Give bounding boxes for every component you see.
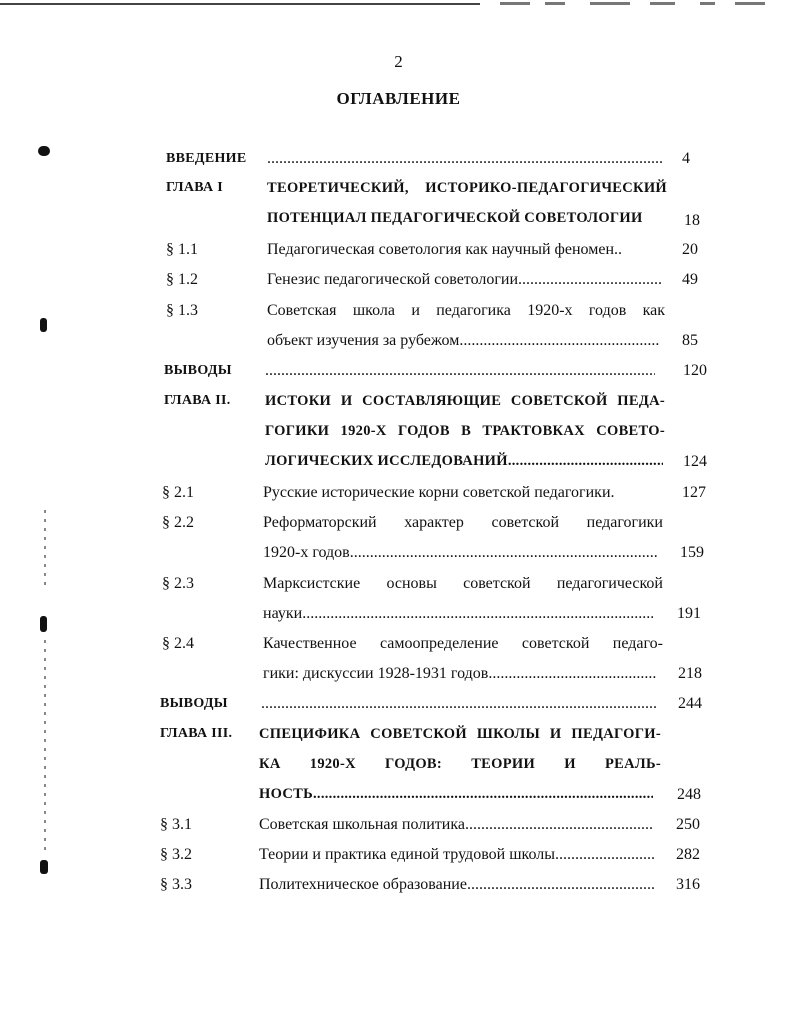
toc-title: Русские исторические корни советской педагогики. xyxy=(263,484,615,501)
toc-title-text: Политехническое образование xyxy=(259,876,467,893)
toc-title xyxy=(267,296,665,326)
toc-title-text: объект изучения за рубежом xyxy=(267,332,460,349)
toc-page-number: 18 xyxy=(684,212,700,229)
toc-leader xyxy=(261,689,657,719)
toc-title xyxy=(263,508,663,538)
toc-title-line: ГОГИКИ 1920-Х ГОДОВ В ТРАКТОВКАХ СОВЕТО- xyxy=(265,423,665,439)
toc-page-number: 4 xyxy=(682,150,690,167)
toc-title xyxy=(267,173,667,233)
toc-title xyxy=(267,265,661,295)
toc-title-line xyxy=(267,326,659,356)
toc-title-text: ЛОГИЧЕСКИХ ИССЛЕДОВАНИЙ xyxy=(265,453,508,469)
toc-title: Педагогическая советология как научный феномен.. xyxy=(267,241,623,258)
toc-page-number: 127 xyxy=(682,484,706,501)
toc-label: § 2.3 xyxy=(162,575,194,592)
toc-label: ВВЕДЕНИЕ xyxy=(166,151,247,166)
toc-label: § 3.1 xyxy=(160,816,192,833)
toc-title-line: Реформаторский характер советской педагогики xyxy=(263,514,663,531)
toc-title xyxy=(259,840,654,870)
toc-label: § 1.3 xyxy=(166,302,198,319)
toc-title-line xyxy=(263,599,653,629)
toc-page-number: 244 xyxy=(678,695,702,712)
toc-label: ВЫВОДЫ xyxy=(160,696,228,711)
toc-label: § 2.4 xyxy=(162,635,194,652)
toc-title xyxy=(265,386,665,446)
toc-page-number: 124 xyxy=(683,453,707,470)
toc-title-line xyxy=(265,446,663,476)
toc-page-number: 316 xyxy=(676,876,700,893)
toc-page-number: 250 xyxy=(676,816,700,833)
toc-title-line xyxy=(263,538,658,568)
toc-title-line: ПОТЕНЦИАЛ ПЕДАГОГИЧЕСКОЙ СОВЕТОЛОГИИ xyxy=(267,210,643,226)
toc-title-line: СПЕЦИФИКА СОВЕТСКОЙ ШКОЛЫ И ПЕДАГОГИ- xyxy=(259,726,661,742)
toc-title-text: науки xyxy=(263,605,303,622)
toc-title-text: Генезис педагогической советологии xyxy=(267,271,519,288)
toc-title xyxy=(259,810,654,840)
toc-title-text: 1920-х годов xyxy=(263,544,350,561)
toc-page-number: 120 xyxy=(683,362,707,379)
toc-page-number: 85 xyxy=(682,332,698,349)
toc-label: ГЛАВА III. xyxy=(160,726,233,741)
toc-page-number: 191 xyxy=(677,605,701,622)
toc-title-text: гики: дискуссии 1928-1931 годов xyxy=(263,665,489,682)
toc-title-line xyxy=(259,779,653,809)
toc-page-number: 20 xyxy=(682,241,698,258)
toc-label: ВЫВОДЫ xyxy=(164,363,232,378)
toc-label: § 3.3 xyxy=(160,876,192,893)
toc-label: ГЛАВА I xyxy=(166,180,223,195)
page-title: ОГЛАВЛЕНИЕ xyxy=(336,89,461,108)
toc-page-number: 282 xyxy=(676,846,700,863)
toc-title-line: Качественное самоопределение советской педаго- xyxy=(263,635,663,652)
toc-leader xyxy=(265,356,655,386)
toc-title xyxy=(263,629,663,659)
toc-title-line: Советская школа и педагогика 1920-х годов как xyxy=(267,302,665,319)
toc-title xyxy=(263,569,663,599)
toc-title-text: НОСТЬ xyxy=(259,786,313,802)
toc-page-number: 159 xyxy=(680,544,704,561)
toc-label: § 1.1 xyxy=(166,241,198,258)
toc-title-text: Советская школьная политика xyxy=(259,816,465,833)
toc-label: § 1.2 xyxy=(166,271,198,288)
toc-page-number: 248 xyxy=(677,786,701,803)
page-number: 2 xyxy=(394,52,403,71)
toc-label: § 2.2 xyxy=(162,514,194,531)
toc-title-text: Теории и практика единой трудовой школы xyxy=(259,846,556,863)
toc-title-line xyxy=(263,659,657,689)
toc-title-line: ИСТОКИ И СОСТАВЛЯЮЩИЕ СОВЕТСКОЙ ПЕДА- xyxy=(265,393,665,409)
toc-label: § 3.2 xyxy=(160,846,192,863)
toc-title xyxy=(259,870,654,900)
toc-title-line: ТЕОРЕТИЧЕСКИЙ, ИСТОРИКО-ПЕДАГОГИЧЕСКИЙ xyxy=(267,180,667,196)
toc-title xyxy=(259,719,661,779)
toc-label: § 2.1 xyxy=(162,484,194,501)
toc-title-line: Марксистские основы советской педагогической xyxy=(263,575,663,592)
toc-page-number: 49 xyxy=(682,271,698,288)
toc-leader xyxy=(267,144,663,174)
toc-page-number: 218 xyxy=(678,665,702,682)
toc-title-line: КА 1920-Х ГОДОВ: ТЕОРИИ И РЕАЛЬ- xyxy=(259,756,661,772)
toc-label: ГЛАВА II. xyxy=(164,393,231,408)
